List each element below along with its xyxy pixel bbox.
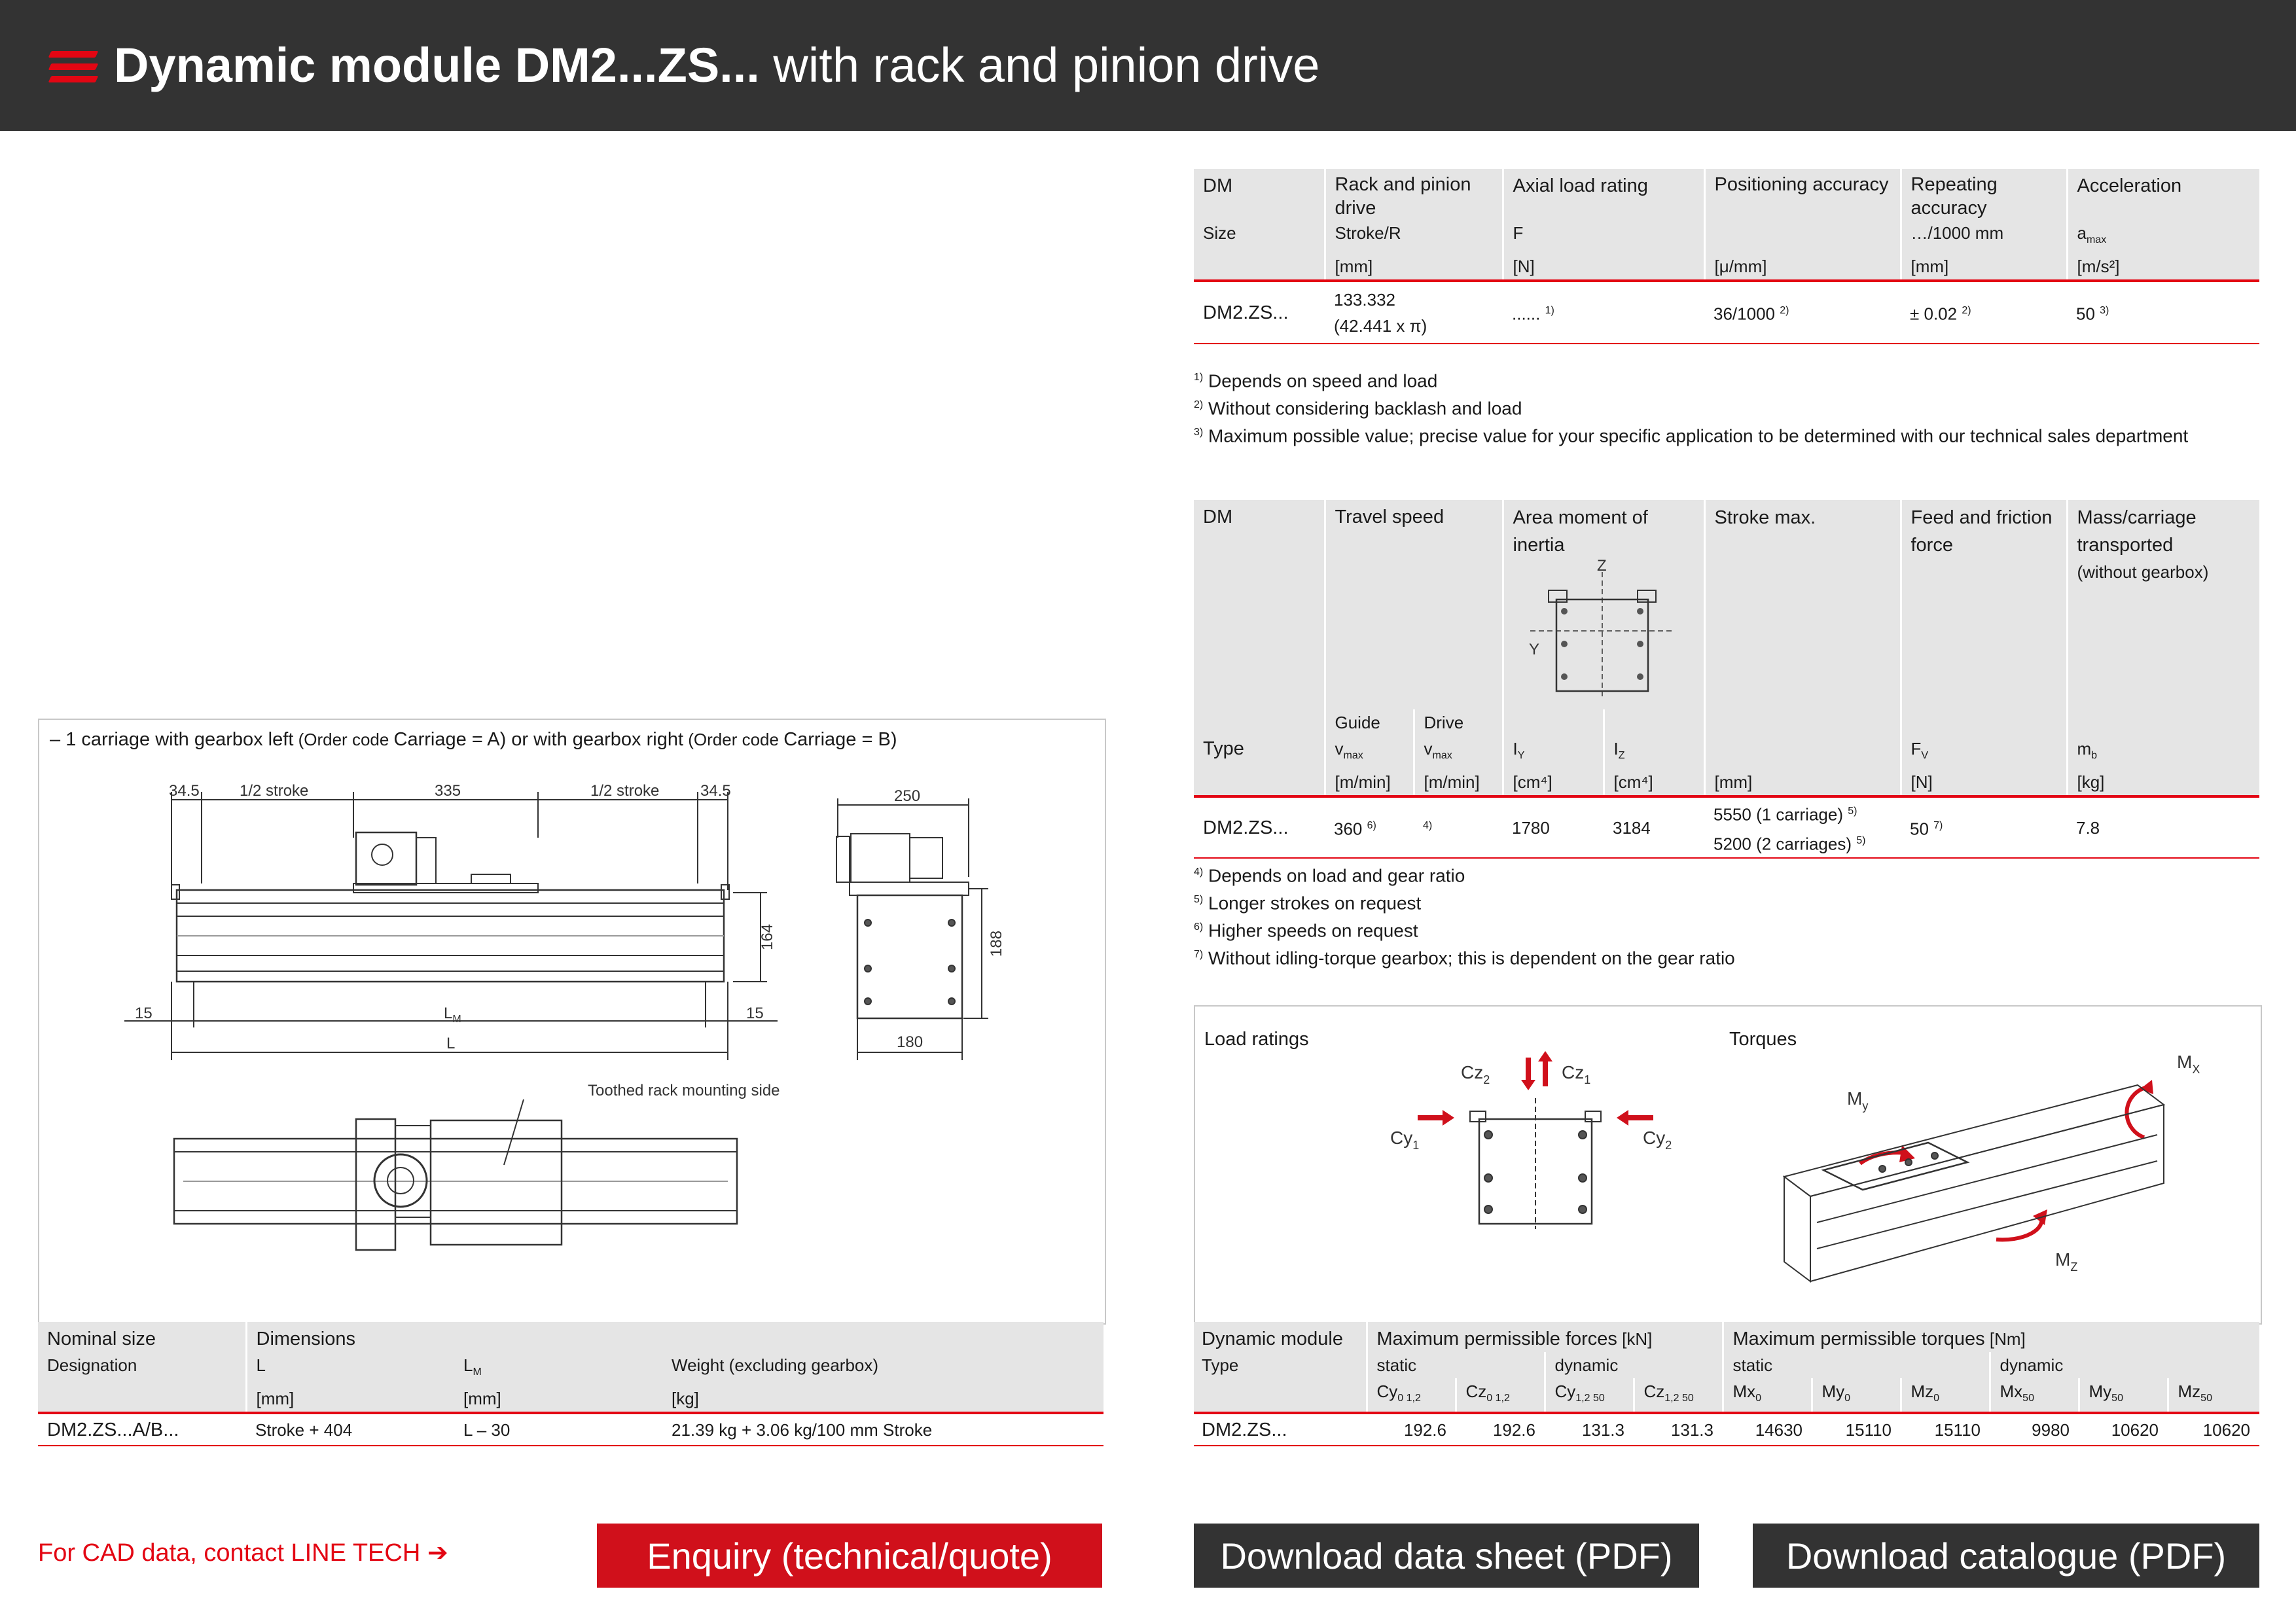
row-v3: 131.3 <box>1545 1413 1634 1446</box>
col-pos-unit: [μ/mm] <box>1704 253 1901 281</box>
col-empty <box>1194 769 1325 796</box>
dim-335: 335 <box>435 782 461 800</box>
row-drive: 4) <box>1414 796 1503 858</box>
col-empty <box>1704 736 1901 769</box>
col-iz-unit: [cm⁴] <box>1604 769 1704 796</box>
dim-half-stroke-left: 1/2 stroke <box>240 782 309 800</box>
col-empty <box>1901 709 2067 736</box>
dim-180: 180 <box>897 1033 924 1051</box>
footnote: $^{4)}$ Depends on load and gear ratio <box>1194 865 1465 886</box>
col-acceleration: Acceleration <box>2067 169 2259 220</box>
col-empty <box>2067 709 2259 736</box>
cy2-label: $Cy_2$ <box>1643 1128 1672 1152</box>
row-iz: 3184 <box>1604 796 1704 858</box>
footnote: $^{6)}$ Higher speeds on request <box>1194 920 1418 941</box>
footnote: $^{7)}$ Without idling-torque gearbox; this is dependent on the gear ratio <box>1194 948 1735 969</box>
col-h2: $Cz_{0 1,2}$ <box>1456 1378 1545 1413</box>
col-empty <box>1194 1378 1367 1413</box>
col-h7: $Mz_0$ <box>1901 1378 1990 1413</box>
row-name: DM2.ZS... <box>1194 796 1325 858</box>
col-stroke: Stroke max. <box>1704 500 1901 709</box>
col-pos-sub-empty <box>1704 220 1901 253</box>
col-h8: $Mx_{50}$ <box>1990 1378 2079 1413</box>
col-feed-unit: [N] <box>1901 769 2067 796</box>
row-stroke: 5550 (1 carriage) $^{5)}$ 5200 (2 carriages) $^{5)}$ <box>1704 796 1901 858</box>
row-feed: 50 $^{7)}$ <box>1901 796 2067 858</box>
col-empty <box>1194 709 1325 736</box>
col-mass-unit: [kg] <box>2067 769 2259 796</box>
dim-34-5-right: 34.5 <box>700 782 731 800</box>
row-name: DM2.ZS...A/B... <box>38 1413 246 1446</box>
cy1-label: $Cy_1$ <box>1390 1128 1420 1152</box>
drawing-caption: – 1 carriage with gearbox left (Order code Carriage = A) or with gearbox right (Order code Carriage = B) <box>50 729 897 750</box>
col-type: Type <box>1194 736 1325 769</box>
row-name: DM2.ZS... <box>1194 281 1325 344</box>
row-v7: 15110 <box>1901 1413 1990 1446</box>
row-name: DM2.ZS... <box>1194 1413 1367 1446</box>
row-v9: 10620 <box>2079 1413 2168 1446</box>
col-h10: $Mz_{50}$ <box>2168 1378 2259 1413</box>
row-v5: 14630 <box>1723 1413 1812 1446</box>
col-dynamic-module: Dynamic module <box>1194 1322 1367 1352</box>
col-h1: $Cy_{0 1,2}$ <box>1367 1378 1456 1413</box>
row-guide: 360 $^{6)}$ <box>1325 796 1414 858</box>
col-max-torques: Maximum permissible torques [Nm] <box>1723 1322 2259 1352</box>
col-iy: $I_Y$ <box>1503 736 1604 769</box>
col-empty <box>1704 709 1901 736</box>
table-row <box>1194 1413 2259 1446</box>
footnote: $^{2)}$ Without considering backlash and load <box>1194 398 1522 419</box>
col-empty <box>1604 709 1704 736</box>
row-v6: 15110 <box>1812 1413 1901 1446</box>
col-h9: $My_{50}$ <box>2079 1378 2168 1413</box>
col-h3: $Cy_{1,2 50}$ <box>1545 1378 1634 1413</box>
row-iy: 1780 <box>1503 796 1604 858</box>
dim-164: 164 <box>759 923 776 950</box>
mz-label: $M_Z$ <box>2055 1249 2078 1274</box>
footnote: $^{5)}$ Longer strokes on request <box>1194 893 1422 914</box>
col-designation: Designation <box>38 1352 246 1385</box>
col-forces-static: static <box>1367 1352 1545 1378</box>
drawing-svg <box>39 720 1105 1323</box>
torques-title: Torques <box>1729 1029 1797 1050</box>
table-row <box>1194 281 2259 344</box>
page-title: Dynamic module DM2...ZS... with rack and pinion drive <box>114 38 1320 92</box>
col-weight: Weight (excluding gearbox) <box>662 1352 1103 1385</box>
col-empty <box>38 1385 246 1413</box>
col-guide-v: $v_{max}$ <box>1325 736 1414 769</box>
download-datasheet-button[interactable]: Download data sheet (PDF) <box>1194 1524 1699 1588</box>
col-weight-unit: [kg] <box>662 1385 1103 1413</box>
col-torques-static: static <box>1723 1352 1990 1378</box>
col-rep-sub: …/1000 mm <box>1901 220 2067 253</box>
row-weight: 21.39 kg + 3.06 kg/100 mm Stroke <box>662 1413 1103 1446</box>
row-l: Stroke + 404 <box>246 1413 454 1446</box>
col-dm: DM <box>1194 500 1325 709</box>
row-axial: ...... $^{1)}$ <box>1503 281 1704 344</box>
page-header <box>0 0 2296 131</box>
my-label: $M_y$ <box>1847 1088 1869 1113</box>
dim-15-right: 15 <box>746 1005 764 1022</box>
col-repeating: Repeating accuracy <box>1901 169 2067 220</box>
cz2-label: $Cz_2$ <box>1461 1062 1490 1086</box>
col-iz: $I_Z$ <box>1604 736 1704 769</box>
footnote: $^{3)}$ Maximum possible value; precise value for your specific application to be determined with our technical sales department <box>1194 425 2189 446</box>
row-v8: 9980 <box>1990 1413 2079 1446</box>
dim-34-5-left: 34.5 <box>169 782 200 800</box>
col-guide-unit: [m/min] <box>1325 769 1414 796</box>
col-l-unit: [mm] <box>246 1385 454 1413</box>
col-max-forces: Maximum permissible forces [kN] <box>1367 1322 1723 1352</box>
col-nominal-size: Nominal size <box>38 1322 246 1352</box>
col-feed-sub: $F_V$ <box>1901 736 2067 769</box>
axis-y-label: Y <box>1528 641 1539 658</box>
load-diagram-svg <box>1195 1007 2261 1323</box>
table-row <box>38 1413 1103 1446</box>
axis-z-label: Z <box>1596 559 1607 575</box>
col-mass: Mass/carriage transported (without gearbox) <box>2067 500 2259 709</box>
col-size: Size <box>1194 220 1325 253</box>
col-axial-sub: F <box>1503 220 1704 253</box>
row-acc: 50 $^{3)}$ <box>2067 281 2259 344</box>
col-rack-sub: Stroke/R <box>1325 220 1503 253</box>
load-ratings-title: Load ratings <box>1204 1029 1309 1050</box>
technical-drawing-panel <box>38 719 1106 1325</box>
row-pos: 36/1000 $^{2)}$ <box>1704 281 1901 344</box>
spec-table-speed <box>1194 500 2259 859</box>
col-area-moment: Area moment of inertia Z Y <box>1503 500 1704 709</box>
col-l: L <box>246 1352 454 1385</box>
row-v2: 192.6 <box>1456 1413 1545 1446</box>
col-dimensions: Dimensions <box>246 1322 1103 1352</box>
col-forces-dynamic: dynamic <box>1545 1352 1723 1378</box>
col-rep-unit: [mm] <box>1901 253 2067 281</box>
row-v10: 10620 <box>2168 1413 2259 1446</box>
col-empty <box>1503 709 1604 736</box>
dim-188: 188 <box>988 930 1005 957</box>
download-catalogue-button[interactable]: Download catalogue (PDF) <box>1753 1524 2259 1588</box>
row-lm: L – 30 <box>454 1413 662 1446</box>
col-drive: Drive <box>1414 709 1503 736</box>
dim-half-stroke-right: 1/2 stroke <box>590 782 660 800</box>
table-row <box>1194 796 2259 858</box>
col-h6: $My_0$ <box>1812 1378 1901 1413</box>
col-dm: DM <box>1194 169 1325 220</box>
row-v1: 192.6 <box>1367 1413 1456 1446</box>
col-lm-unit: [mm] <box>454 1385 662 1413</box>
dim-l: L <box>446 1035 456 1052</box>
dim-250: 250 <box>894 787 921 805</box>
col-iy-unit: [cm⁴] <box>1503 769 1604 796</box>
row-rep: ± 0.02 $^{2)}$ <box>1901 281 2067 344</box>
col-unit-empty <box>1194 253 1325 281</box>
col-positioning: Positioning accuracy <box>1704 169 1901 220</box>
col-mass-sub: $m_b$ <box>2067 736 2259 769</box>
col-drive-v: $v_{max}$ <box>1414 736 1503 769</box>
col-rack-unit: [mm] <box>1325 253 1503 281</box>
col-torques-dynamic: dynamic <box>1990 1352 2259 1378</box>
col-acc-unit: [m/s²] <box>2067 253 2259 281</box>
col-axial-unit: [N] <box>1503 253 1704 281</box>
rack-mounting-label: Toothed rack mounting side <box>588 1082 780 1099</box>
dimensions-table <box>38 1322 1103 1446</box>
col-rack: Rack and pinion drive <box>1325 169 1503 220</box>
load-ratings-panel <box>1194 1005 2262 1325</box>
brand-logo-icon <box>50 51 97 82</box>
dim-lm: $L_M$ <box>444 1005 461 1025</box>
col-lm: $L_M$ <box>454 1352 662 1385</box>
dim-15-left: 15 <box>135 1005 152 1022</box>
load-ratings-table <box>1194 1322 2259 1446</box>
footnote: $^{1)}$ Depends on speed and load <box>1194 370 1438 391</box>
profile-section-icon <box>1511 559 1694 703</box>
col-travel-speed: Travel speed <box>1325 500 1503 709</box>
col-feed: Feed and friction force <box>1901 500 2067 709</box>
cz1-label: $Cz_1$ <box>1562 1062 1591 1086</box>
col-drive-unit: [m/min] <box>1414 769 1503 796</box>
mx-label: $M_X$ <box>2177 1052 2200 1076</box>
col-h5: $Mx_0$ <box>1723 1378 1812 1413</box>
cad-data-link[interactable]: For CAD data, contact LINE TECH ➔ <box>38 1539 448 1567</box>
col-type: Type <box>1194 1352 1367 1378</box>
enquiry-button[interactable]: Enquiry (technical/quote) <box>597 1524 1102 1588</box>
row-v4: 131.3 <box>1634 1413 1723 1446</box>
col-guide: Guide <box>1325 709 1414 736</box>
spec-table-accuracy <box>1194 169 2259 344</box>
row-mass: 7.8 <box>2067 796 2259 858</box>
col-stroke-unit: [mm] <box>1704 769 1901 796</box>
col-acc-sub: $a_{max}$ <box>2067 220 2259 253</box>
col-axial: Axial load rating <box>1503 169 1704 220</box>
row-rack: 133.332 (42.441 x π) <box>1325 281 1503 344</box>
col-h4: $Cz_{1,2 50}$ <box>1634 1378 1723 1413</box>
